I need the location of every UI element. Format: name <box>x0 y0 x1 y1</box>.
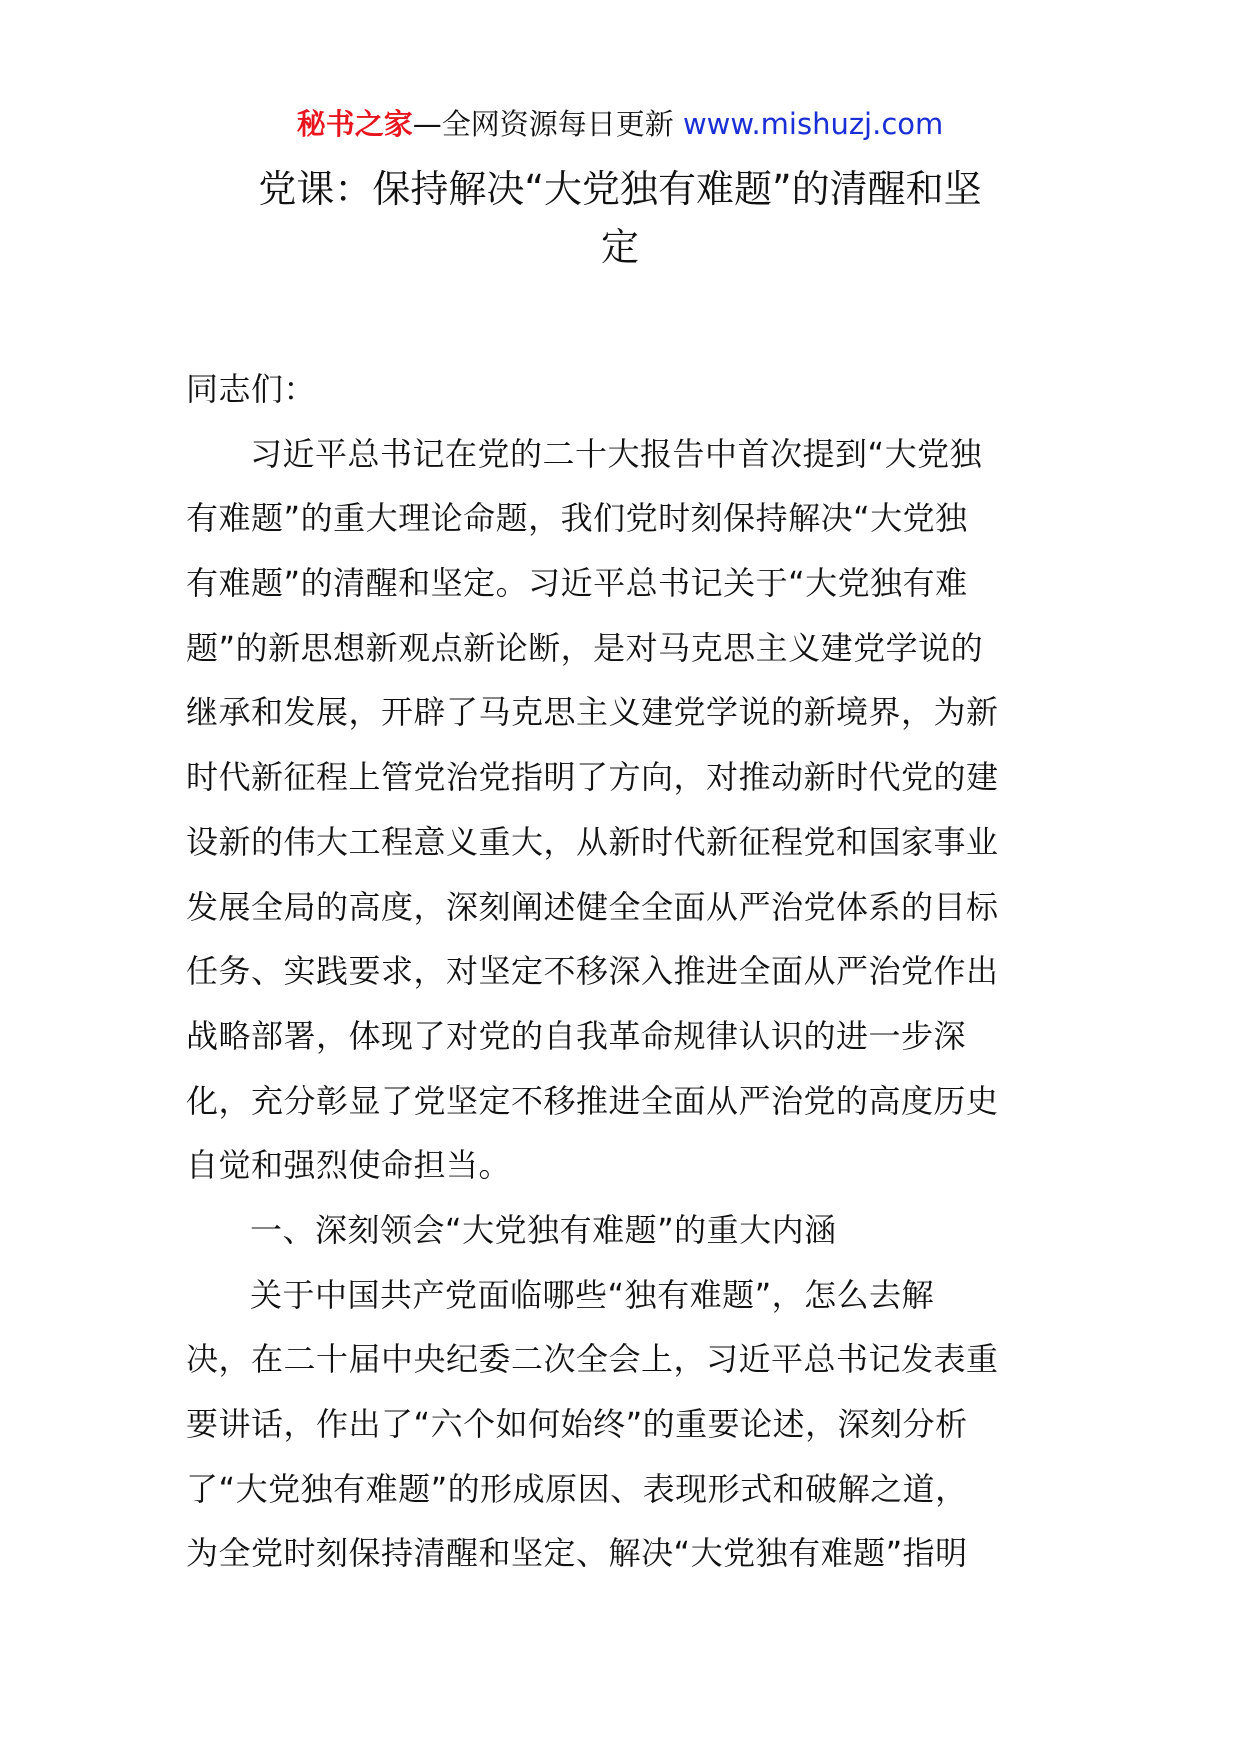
paragraph-line: 任务、实践要求，对坚定不移深入推进全面从严治党作出 <box>186 952 999 991</box>
site-watermark-header <box>0 104 1240 144</box>
document-title-line-2: 定 <box>600 225 639 269</box>
paragraph-line: 为全党时刻保持清醒和坚定、解决“大党独有难题”指明 <box>186 1534 968 1573</box>
site-url-link[interactable]: www.mishuzj.com <box>682 107 944 141</box>
paragraph-line: 时代新征程上管党治党指明了方向，对推动新时代党的建 <box>186 758 999 797</box>
paragraph-line: 有难题”的清醒和坚定。习近平总书记关于“大党独有难 <box>186 564 968 603</box>
brand-name: 秘书之家 <box>296 107 413 141</box>
paragraph-line: 发展全局的高度，深刻阐述健全全面从严治党体系的目标 <box>186 887 999 926</box>
paragraph-line: 有难题”的重大理论命题，我们党时刻保持解决“大党独 <box>186 499 968 538</box>
paragraph-line: 习近平总书记在党的二十大报告中首次提到“大党独 <box>250 434 983 473</box>
paragraph-line: 了“大党独有难题”的形成原因、表现形式和破解之道， <box>186 1469 968 1508</box>
paragraph-line: 要讲话，作出了“六个如何始终”的重要论述，深刻分析 <box>186 1405 968 1443</box>
document-title <box>150 160 1090 276</box>
paragraph-line: 战略部署，体现了对党的自我革命规律认识的进一步深 <box>186 1016 967 1055</box>
paragraph-line: 化，充分彰显了党坚定不移推进全面从严治党的高度历史 <box>186 1081 999 1120</box>
paragraph-line: 关于中国共产党面临哪些“独有难题”，怎么去解 <box>250 1275 935 1314</box>
section-heading: 一、深刻领会“大党独有难题”的重大内涵 <box>250 1210 837 1249</box>
salutation: 同志们： <box>186 370 317 408</box>
header-tagline: —全网资源每日更新 <box>412 107 674 141</box>
paragraph-line: 自觉和强烈使命担当。 <box>186 1146 512 1185</box>
paragraph-line: 题”的新思想新观点新论断，是对马克思主义建党学说的 <box>186 628 984 667</box>
document-body <box>186 357 1056 1586</box>
document-title-line-1: 党课：保持解决“大党独有难题”的清醒和坚 <box>258 167 982 211</box>
paragraph-line: 继承和发展，开辟了马克思主义建党学说的新境界，为新 <box>186 693 999 732</box>
paragraph-line: 决，在二十届中央纪委二次全会上，习近平总书记发表重 <box>186 1340 999 1379</box>
paragraph-line: 设新的伟大工程意义重大，从新时代新征程党和国家事业 <box>186 822 999 861</box>
